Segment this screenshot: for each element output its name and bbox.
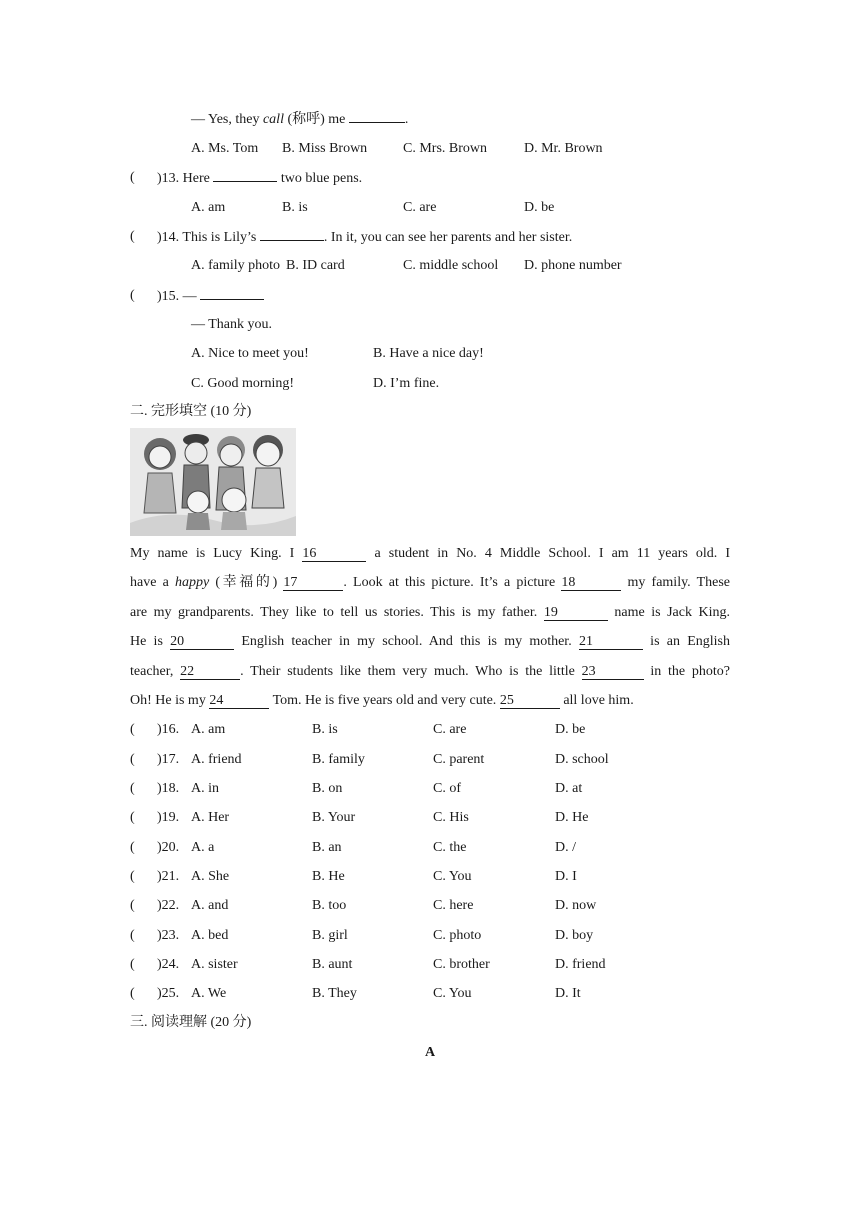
option-a: A. family photo bbox=[191, 258, 281, 273]
q14-options bbox=[0, 257, 860, 275]
option-a: A. and bbox=[191, 898, 229, 913]
option-b: B. Have a nice day! bbox=[373, 346, 484, 361]
option-a: A. Nice to meet you! bbox=[191, 346, 309, 361]
option-a: A. am bbox=[191, 200, 226, 215]
answer-blank[interactable] bbox=[349, 110, 405, 123]
option-a: A. a bbox=[191, 840, 215, 855]
q13-stem: ( )13. Here two blue pens. bbox=[130, 170, 363, 186]
answer-blank[interactable] bbox=[200, 287, 264, 300]
passage-line-2: have a happy (幸福的) 17 . Look at this picture. It’s a picture 18 my family. These bbox=[130, 575, 730, 591]
blank-22[interactable]: 22 bbox=[180, 664, 240, 680]
option-b: B. ID card bbox=[286, 258, 345, 273]
option-c: C. are bbox=[433, 722, 467, 737]
option-d: D. friend bbox=[555, 957, 606, 972]
option-d: D. phone number bbox=[524, 258, 622, 273]
option-b: B. aunt bbox=[312, 957, 353, 972]
q15-options-row1 bbox=[0, 345, 860, 363]
option-d: D. now bbox=[555, 898, 597, 913]
option-a: A. am bbox=[191, 722, 226, 737]
option-a: A. Her bbox=[191, 810, 230, 825]
option-d: D. be bbox=[524, 200, 555, 215]
option-b: B. on bbox=[312, 781, 343, 796]
option-d: D. school bbox=[555, 752, 609, 767]
option-b: B. Your bbox=[312, 810, 356, 825]
option-c: C. photo bbox=[433, 928, 482, 943]
passage-line-1: My name is Lucy King. I 16 a student in No. 4 Middle School. I am 11 years old. I bbox=[130, 546, 731, 561]
passage-line-5: teacher, 22 . Their students like them very much. Who is the little 23 in the photo? bbox=[130, 663, 730, 679]
option-b: B. an bbox=[312, 840, 342, 855]
option-a: A. We bbox=[191, 986, 227, 1001]
passage-a-label: A bbox=[424, 1045, 436, 1060]
option-a: A. friend bbox=[191, 752, 242, 767]
option-a: A. sister bbox=[191, 957, 238, 972]
q14-stem: ( )14. This is Lily’s . In it, you can see her parents and her sister. bbox=[130, 229, 573, 245]
option-b: B. They bbox=[312, 986, 357, 1001]
cloze-question-17: ( )17. A. friend B. family C. parent D. school bbox=[130, 752, 609, 767]
option-d: D. It bbox=[555, 986, 581, 1001]
blank-16[interactable]: 16 bbox=[302, 546, 366, 562]
option-b: B. is bbox=[312, 722, 338, 737]
option-c: C. of bbox=[433, 781, 461, 796]
q15-options-row2 bbox=[0, 375, 860, 393]
option-c: C. parent bbox=[433, 752, 485, 767]
option-d: D. at bbox=[555, 781, 583, 796]
cloze-question-23: ( )23. A. bed B. girl C. photo D. boy bbox=[130, 928, 594, 943]
section-3-heading: 三. 阅读理解 (20 分) bbox=[130, 1015, 252, 1030]
q12-options bbox=[0, 140, 860, 158]
option-d: D. be bbox=[555, 722, 586, 737]
option-c: C. the bbox=[433, 840, 467, 855]
option-c: C. Mrs. Brown bbox=[403, 141, 488, 156]
option-d: D. He bbox=[555, 810, 589, 825]
option-d: D. I bbox=[555, 869, 577, 884]
option-a: A. bed bbox=[191, 928, 229, 943]
q12-answer-line: — Yes, they call (称呼) me . bbox=[191, 112, 409, 127]
answer-blank[interactable] bbox=[260, 228, 324, 241]
passage-line-4: He is 20 English teacher in my school. And this is my mother. 21 is an English bbox=[130, 634, 730, 650]
option-c: C. Good morning! bbox=[191, 376, 295, 391]
option-d: D. Mr. Brown bbox=[524, 141, 603, 156]
option-c: C. You bbox=[433, 986, 472, 1001]
option-a: A. in bbox=[191, 781, 219, 796]
blank-20[interactable]: 20 bbox=[170, 634, 234, 650]
option-c: C. brother bbox=[433, 957, 490, 972]
cloze-question-20: ( )20. A. a B. an C. the D. / bbox=[130, 840, 576, 855]
option-d: D. boy bbox=[555, 928, 594, 943]
blank-18[interactable]: 18 bbox=[561, 575, 621, 591]
option-b: B. family bbox=[312, 752, 365, 767]
cloze-question-25: ( )25. A. We B. They C. You D. It bbox=[130, 986, 581, 1001]
option-b: B. Miss Brown bbox=[282, 141, 368, 156]
option-b: B. He bbox=[312, 869, 345, 884]
option-b: B. too bbox=[312, 898, 347, 913]
answer-blank[interactable] bbox=[213, 169, 277, 182]
cloze-question-24: ( )24. A. sister B. aunt C. brother D. friend bbox=[130, 957, 606, 972]
blank-19[interactable]: 19 bbox=[544, 605, 608, 621]
cloze-question-19: ( )19. A. Her B. Your C. His D. He bbox=[130, 810, 589, 825]
option-b: B. girl bbox=[312, 928, 348, 943]
section-2-heading: 二. 完形填空 (10 分) bbox=[130, 404, 252, 419]
cloze-passage bbox=[130, 539, 730, 715]
q15-stem: ( )15. — bbox=[0, 287, 860, 305]
blank-17[interactable]: 17 bbox=[283, 575, 343, 591]
q15-reply: — Thank you. bbox=[191, 317, 273, 332]
option-a: A. She bbox=[191, 869, 230, 884]
cloze-question-18: ( )18. A. in B. on C. of D. at bbox=[130, 781, 583, 796]
family-photo-image bbox=[130, 428, 296, 536]
q13-options bbox=[0, 199, 860, 217]
option-a: A. Ms. Tom bbox=[191, 141, 259, 156]
blank-24[interactable]: 24 bbox=[209, 693, 269, 709]
blank-25[interactable]: 25 bbox=[500, 693, 560, 709]
cloze-question-22: ( )22. A. and B. too C. here D. now bbox=[130, 898, 597, 913]
blank-23[interactable]: 23 bbox=[582, 664, 644, 680]
blank-21[interactable]: 21 bbox=[579, 634, 643, 650]
cloze-question-16: ( )16. A. am B. is C. are D. be bbox=[130, 722, 586, 737]
option-c: C. His bbox=[433, 810, 469, 825]
option-d: D. I’m fine. bbox=[373, 376, 440, 391]
option-c: C. are bbox=[403, 200, 437, 215]
cloze-question-21: ( )21. A. She B. He C. You D. I bbox=[130, 869, 577, 884]
option-c: C. middle school bbox=[403, 258, 499, 273]
option-d: D. / bbox=[555, 840, 576, 855]
passage-line-3: are my grandparents. They like to tell us stories. This is my father. 19 name is Jack King. bbox=[130, 604, 731, 620]
option-b: B. is bbox=[282, 200, 308, 215]
option-c: C. You bbox=[433, 869, 472, 884]
option-c: C. here bbox=[433, 898, 474, 913]
passage-line-6: Oh! He is my 24 Tom. He is five years old and very cute. 25 all love him. bbox=[130, 692, 634, 708]
